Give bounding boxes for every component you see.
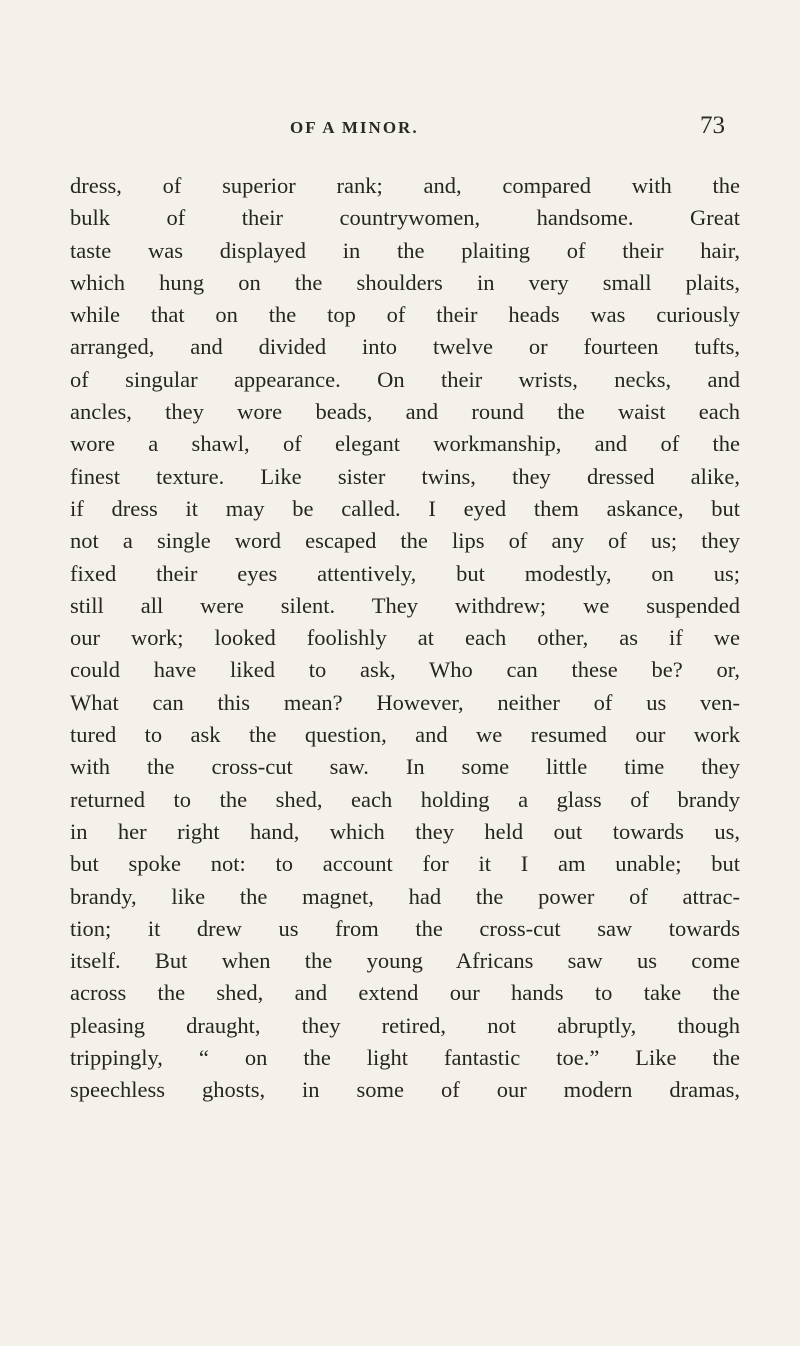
text-line: itself. But when the young Africans saw us come (70, 948, 740, 974)
text-line: arranged, and divided into twelve or fourteen tufts, (70, 334, 740, 360)
text-line: returned to the shed, each holding a glass of brandy (70, 786, 740, 812)
text-line: taste was displayed in the plaiting of their hair, (70, 237, 740, 263)
running-title: OF A MINOR. (290, 118, 419, 137)
text-line: which hung on the shoulders in very small plaits, (70, 269, 740, 295)
text-line: dress, of superior rank; and, compared with the (70, 173, 740, 198)
text-line: still all were silent. They withdrew; we suspended (70, 592, 740, 618)
text-line: pleasing draught, they retired, not abruptly, though (70, 1012, 740, 1038)
text-line: trippingly, “ on the light fantastic toe.” Like the (70, 1045, 740, 1071)
text-line: not a single word escaped the lips of any of us; they (70, 528, 740, 554)
text-line: if dress it may be called. I eyed them askance, but (70, 495, 740, 521)
text-line: could have liked to ask, Who can these be? or, (70, 657, 740, 683)
text-line: fixed their eyes attentively, but modestly, on us; (70, 560, 740, 586)
text-line: brandy, like the magnet, had the power of attrac- (70, 883, 740, 909)
text-line: our work; looked foolishly at each other, as if we (70, 625, 740, 651)
text-line: while that on the top of their heads was curiously (70, 302, 740, 328)
text-line: of singular appearance. On their wrists, necks, and (70, 366, 740, 392)
text-line: tured to ask the question, and we resumed our work (70, 722, 740, 748)
text-line: tion; it drew us from the cross-cut saw towards (70, 915, 740, 941)
page-number: 73 (700, 112, 725, 139)
body-text (70, 170, 740, 1107)
text-line: across the shed, and extend our hands to take the (70, 980, 740, 1006)
text-line: but spoke not: to account for it I am unable; but (70, 851, 740, 877)
text-line: bulk of their countrywomen, handsome. Great (70, 205, 740, 231)
text-line: with the cross-cut saw. In some little time they (70, 754, 740, 780)
text-line: ancles, they wore beads, and round the waist each (70, 399, 740, 425)
text-line: speechless ghosts, in some of our modern dramas, (70, 1077, 740, 1103)
text-line: finest texture. Like sister twins, they dressed alike, (70, 463, 740, 489)
running-header (0, 112, 800, 148)
text-line: wore a shawl, of elegant workmanship, and of the (70, 431, 740, 457)
text-line: What can this mean? However, neither of us ven- (70, 689, 740, 715)
text-line: in her right hand, which they held out towards us, (70, 818, 740, 844)
